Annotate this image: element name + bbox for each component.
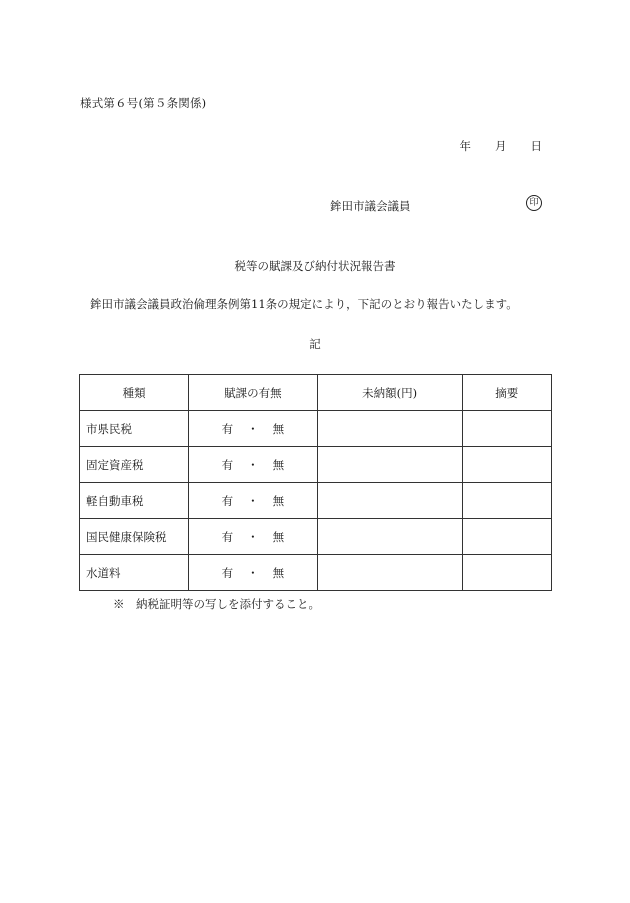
assessment-cell: [189, 519, 317, 555]
form-number: 様式第６号(第５条関係): [80, 96, 207, 110]
seal-mark: 印: [526, 195, 542, 211]
date-year-label: 年: [459, 139, 471, 153]
date-month-label: 月: [495, 139, 507, 153]
addressee: 鉾田市議会議員: [330, 199, 411, 213]
no-option: 無: [272, 457, 285, 472]
type-cell: 国民健康保険税: [80, 519, 189, 555]
type-cell: 市県民税: [80, 411, 189, 447]
header-type: 種類: [80, 375, 189, 411]
type-cell: 水道料: [80, 555, 189, 591]
yes-option: 有: [221, 529, 234, 544]
separator-dot: ・: [247, 565, 259, 580]
separator-dot: ・: [247, 457, 259, 472]
table-row: [80, 483, 552, 519]
unpaid-amount-cell: [317, 411, 462, 447]
remarks-cell: [462, 483, 551, 519]
table-header-row: [80, 375, 552, 411]
assessment-cell: [189, 483, 317, 519]
remarks-cell: [462, 447, 551, 483]
type-cell: 軽自動車税: [80, 483, 189, 519]
document-title: 税等の賦課及び納付状況報告書: [234, 259, 396, 273]
date-day-label: 日: [530, 139, 542, 153]
no-option: 無: [272, 421, 285, 436]
yes-option: 有: [221, 421, 234, 436]
body-text: 鉾田市議会議員政治倫理条例第11条の規定により，下記のとおり報告いたします。: [90, 297, 518, 311]
yes-option: 有: [221, 457, 234, 472]
yes-option: 有: [221, 493, 234, 508]
separator-dot: ・: [247, 421, 259, 436]
assessment-cell: [189, 447, 317, 483]
date-line: [460, 138, 543, 154]
assessment-cell: [189, 411, 317, 447]
table-row: [80, 411, 552, 447]
no-option: 無: [272, 565, 285, 580]
unpaid-amount-cell: [317, 483, 462, 519]
remarks-cell: [462, 519, 551, 555]
table-row: [80, 447, 552, 483]
header-assessment: 賦課の有無: [189, 375, 317, 411]
ki-heading: 記: [309, 337, 321, 351]
table-row: [80, 519, 552, 555]
separator-dot: ・: [247, 529, 259, 544]
type-cell: 固定資産税: [80, 447, 189, 483]
no-option: 無: [272, 529, 285, 544]
header-remarks: 摘要: [462, 375, 551, 411]
unpaid-amount-cell: [317, 519, 462, 555]
table-row: [80, 555, 552, 591]
separator-dot: ・: [247, 493, 259, 508]
no-option: 無: [272, 493, 285, 508]
footnote: ※ 納税証明等の写しを添付すること。: [113, 597, 320, 611]
remarks-cell: [462, 411, 551, 447]
report-table: [79, 374, 552, 591]
header-unpaid-amount: 未納額(円): [317, 375, 462, 411]
remarks-cell: [462, 555, 551, 591]
yes-option: 有: [221, 565, 234, 580]
unpaid-amount-cell: [317, 555, 462, 591]
assessment-cell: [189, 555, 317, 591]
unpaid-amount-cell: [317, 447, 462, 483]
